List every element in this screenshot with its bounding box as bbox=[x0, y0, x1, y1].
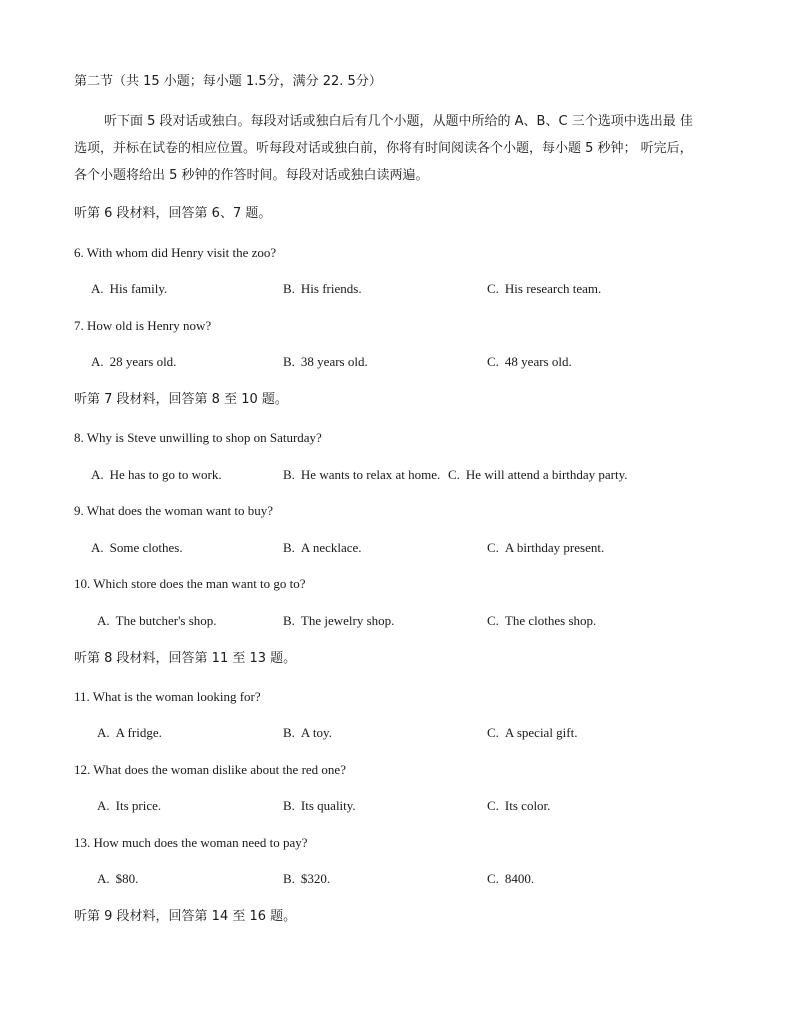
section-header: 第二节（共 15 小题；每小题 1.5分，满分 22. 5分） bbox=[74, 74, 382, 89]
options-row bbox=[0, 612, 794, 630]
option-a[interactable]: A. 28 years old. bbox=[91, 354, 177, 369]
option-a[interactable]: A. $80. bbox=[97, 871, 139, 886]
question-9: 9. What does the woman want to buy? bbox=[74, 503, 274, 518]
option-b[interactable]: B. 38 years old. bbox=[283, 354, 368, 369]
question-10: 10. Which store does the man want to go to? bbox=[74, 576, 306, 591]
option-c[interactable]: C. Its color. bbox=[487, 798, 551, 813]
option-b[interactable]: B. A toy. bbox=[283, 725, 332, 740]
instructions-line: 选项，并标在试卷的相应位置。听每段对话或独白前，你将有时间阅读各个小题，每小题 5 秒钟； 听完后， bbox=[74, 141, 693, 156]
option-a[interactable]: A. He has to go to work. bbox=[91, 467, 222, 482]
group-heading: 听第 6 段材料，回答第 6、7 题。 bbox=[74, 206, 272, 221]
option-b[interactable]: B. He wants to relax at home. bbox=[283, 467, 441, 482]
option-c[interactable]: C. He will attend a birthday party. bbox=[448, 467, 628, 482]
instructions-paragraph bbox=[74, 108, 726, 189]
option-a[interactable]: A. Its price. bbox=[97, 798, 162, 813]
option-c[interactable]: C. A special gift. bbox=[487, 725, 578, 740]
question-7: 7. How old is Henry now? bbox=[74, 318, 212, 333]
option-c[interactable]: C. 8400. bbox=[487, 871, 535, 886]
question-13: 13. How much does the woman need to pay? bbox=[74, 835, 308, 850]
option-c[interactable]: C. A birthday present. bbox=[487, 540, 605, 555]
option-b[interactable]: B. A necklace. bbox=[283, 540, 362, 555]
option-a[interactable]: A. Some clothes. bbox=[91, 540, 183, 555]
options-row bbox=[0, 870, 794, 888]
options-row bbox=[0, 353, 794, 371]
options-row bbox=[0, 466, 794, 484]
option-a[interactable]: A. A fridge. bbox=[97, 725, 162, 740]
option-c[interactable]: C. His research team. bbox=[487, 281, 602, 296]
option-c[interactable]: C. The clothes shop. bbox=[487, 613, 597, 628]
options-row bbox=[0, 797, 794, 815]
option-b[interactable]: B. His friends. bbox=[283, 281, 362, 296]
question-6: 6. With whom did Henry visit the zoo? bbox=[74, 245, 277, 260]
options-row bbox=[0, 280, 794, 298]
question-11: 11. What is the woman looking for? bbox=[74, 689, 261, 704]
option-a[interactable]: A. His family. bbox=[91, 281, 168, 296]
option-b[interactable]: B. $320. bbox=[283, 871, 331, 886]
group-heading: 听第 8 段材料，回答第 11 至 13 题。 bbox=[74, 651, 297, 666]
option-b[interactable]: B. The jewelry shop. bbox=[283, 613, 395, 628]
options-row bbox=[0, 539, 794, 557]
instructions-line: 听下面 5 段对话或独白。每段对话或独白后有几个小题，从题中所给的 A、B、C 三个选项中选出最 佳 bbox=[104, 114, 693, 129]
group-heading: 听第 9 段材料，回答第 14 至 16 题。 bbox=[74, 909, 297, 924]
group-heading: 听第 7 段材料，回答第 8 至 10 题。 bbox=[74, 392, 288, 407]
question-12: 12. What does the woman dislike about the red one? bbox=[74, 762, 346, 777]
instructions-line: 各个小题将给出 5 秒钟的作答时间。每段对话或独白读两遍。 bbox=[74, 168, 429, 183]
question-8: 8. Why is Steve unwilling to shop on Saturday? bbox=[74, 430, 322, 445]
option-c[interactable]: C. 48 years old. bbox=[487, 354, 572, 369]
options-row bbox=[0, 724, 794, 742]
option-a[interactable]: A. The butcher's shop. bbox=[97, 613, 217, 628]
option-b[interactable]: B. Its quality. bbox=[283, 798, 356, 813]
